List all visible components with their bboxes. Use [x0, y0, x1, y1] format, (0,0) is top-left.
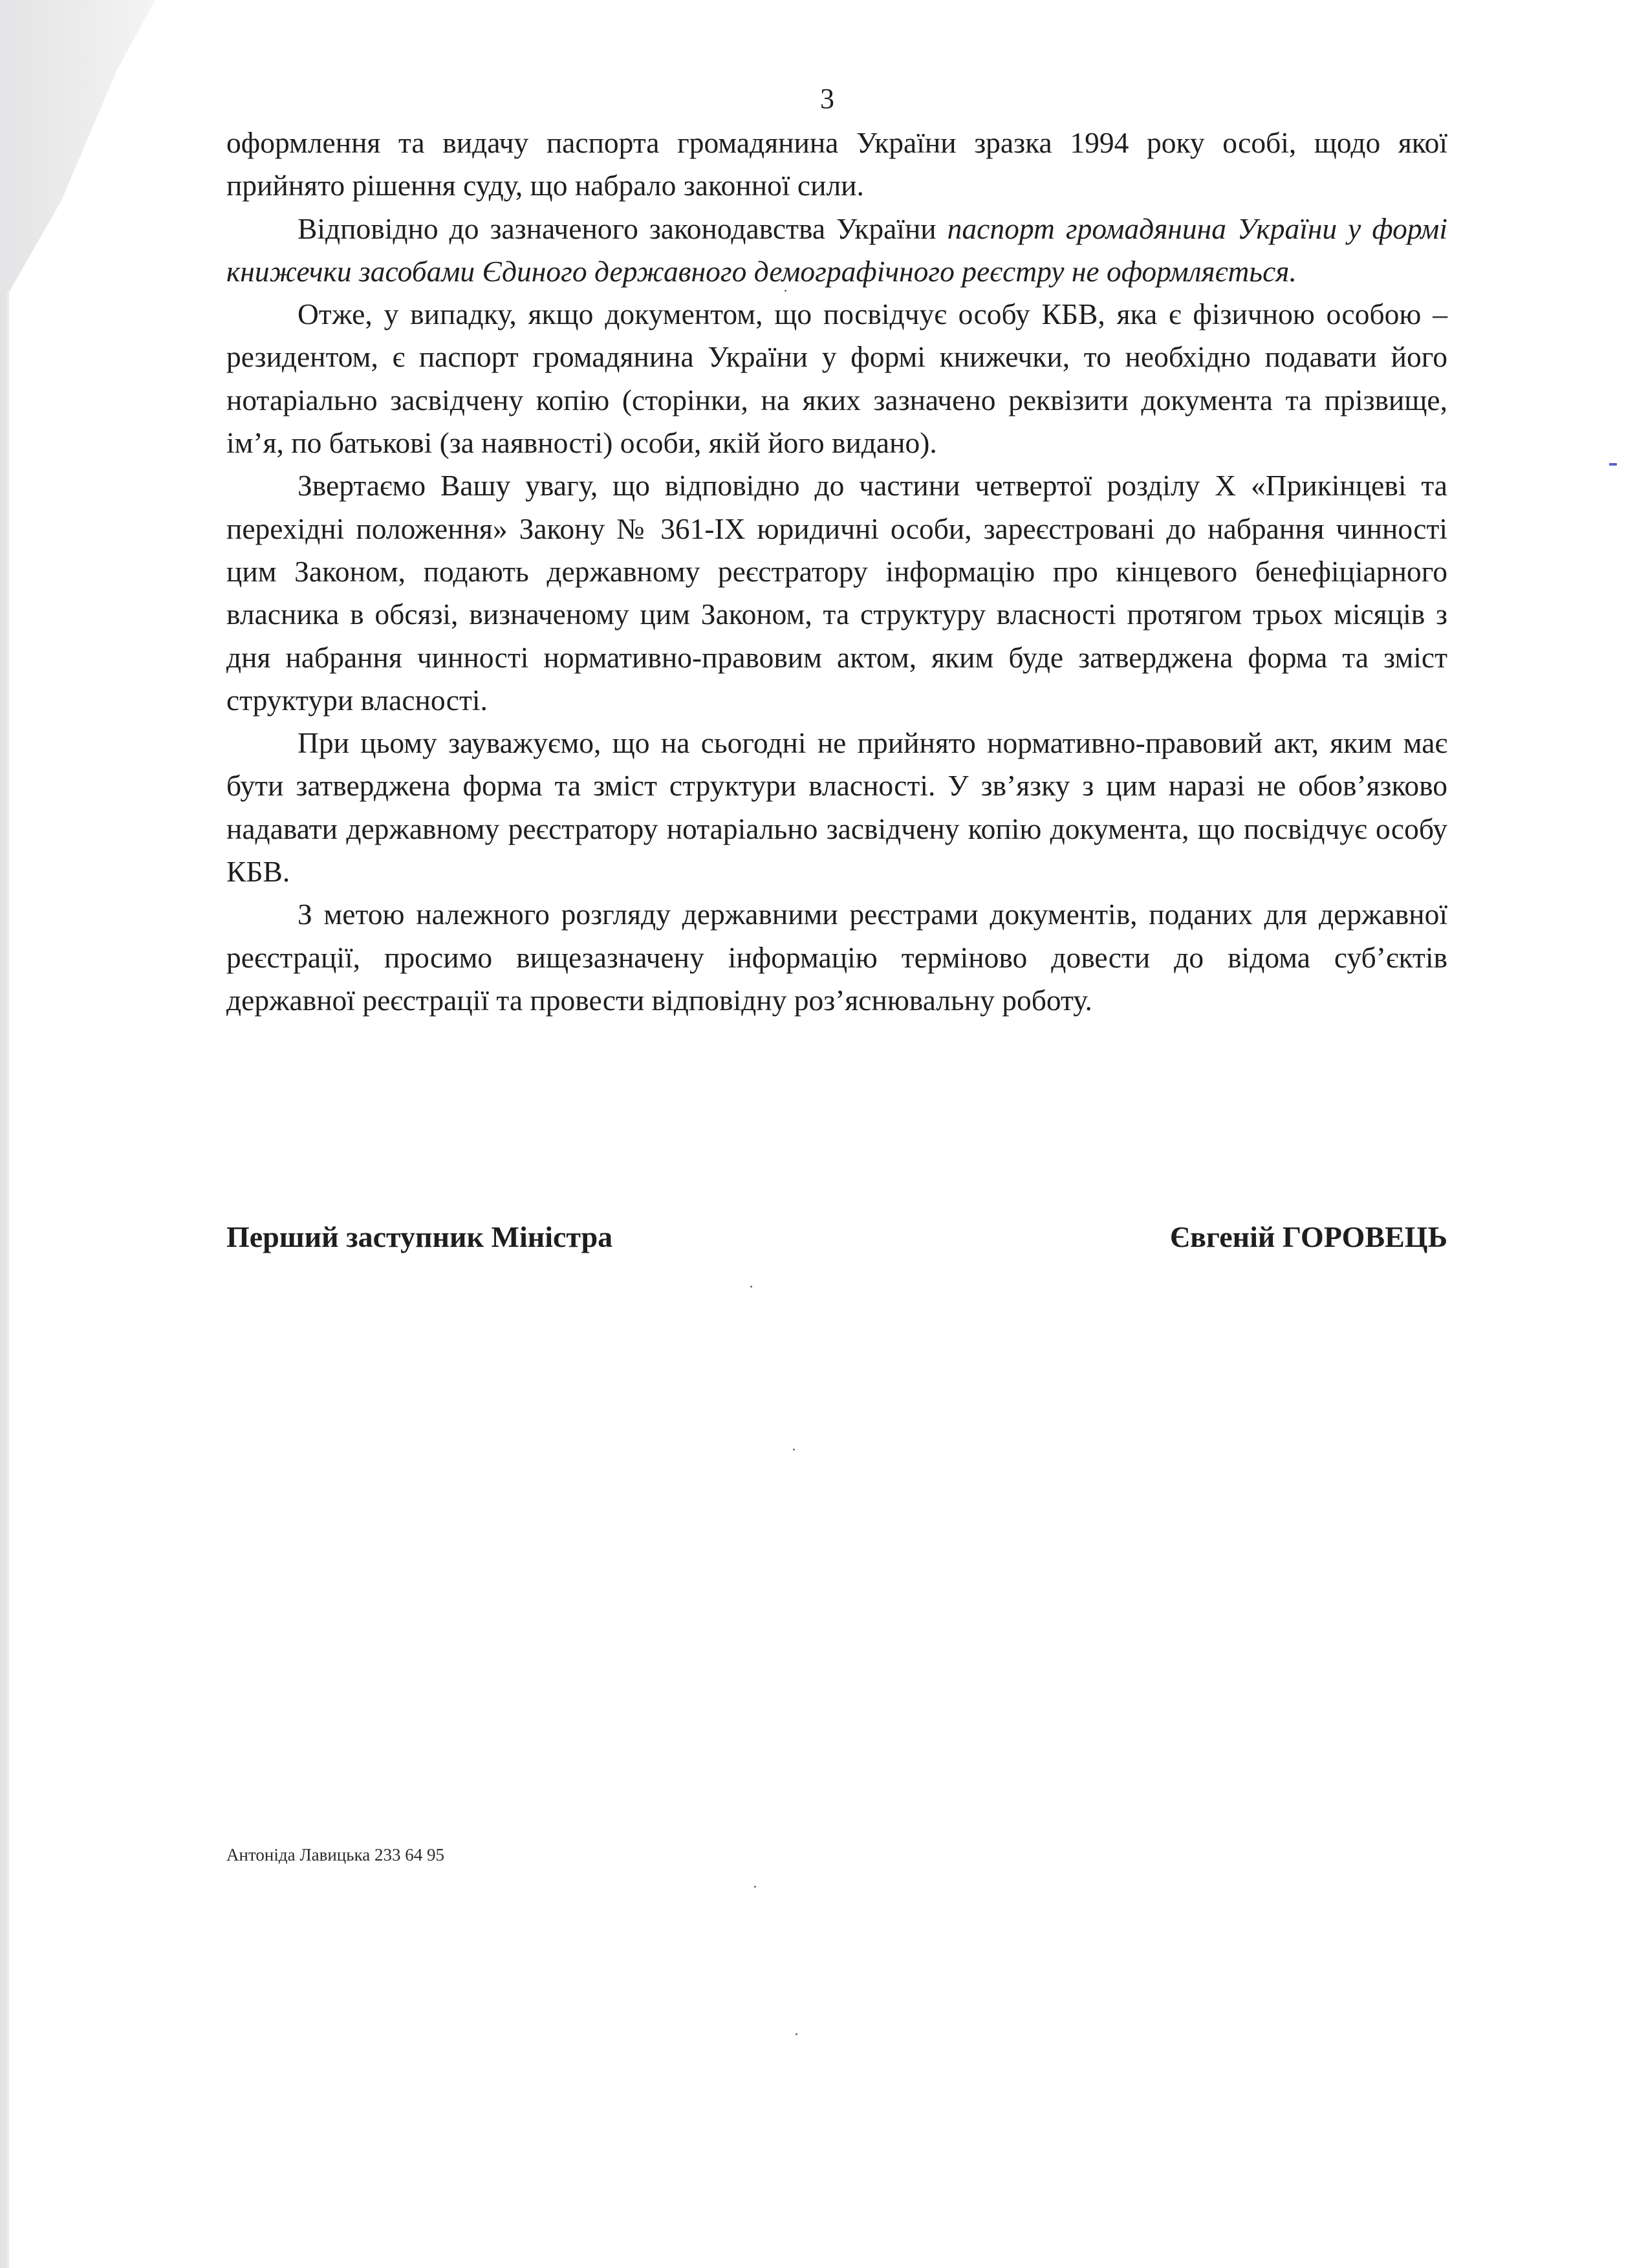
- scan-speck: [754, 1886, 756, 1888]
- page-number: 3: [820, 83, 834, 114]
- paragraph-5: [226, 722, 1447, 893]
- paragraph-2-text: Відповідно до зазначеного законодавства України: [298, 211, 947, 245]
- paragraph-2: [226, 208, 1447, 294]
- paragraph-6: [226, 893, 1447, 1022]
- scan-shadow: [0, 0, 168, 2268]
- scan-speck: [796, 2033, 797, 2035]
- signatory-name: Євгеній ГОРОВЕЦЬ: [1169, 1220, 1447, 1253]
- executor-contact: Антоніда Лавицька 233 64 95: [226, 1845, 445, 1864]
- paragraph-1: [226, 122, 1447, 208]
- paragraph-3-text: Отже, у випадку, якщо документом, що посвідчує особу КБВ, яка є фізичною особою – резидентом, є паспорт громадянина України у формі книжечки, то необхідно подавати його нотаріально засвідчену копію (сторінки, на яких зазначено реквізити документа та прізвище, ім’я, по батькові (за наявності) особи, якій його видано).: [226, 297, 1447, 460]
- paragraph-4-text: Звертаємо Вашу увагу, що відповідно до частини четвертої розділу Х «Прикінцеві та перехідні положення» Закону № 361-ІХ юридичні особи, зареєстровані до набрання чинності цим Законом, подають державному реєстратору інформацію про кінцевого бенефіціарного власника в обсязі, визначеному цим Законом, та структуру власності протягом трьох місяців з дня набрання чинності нормативно-правовим актом, яким буде затверджена форма та зміст структури власності.: [226, 469, 1447, 717]
- scan-speck: [785, 290, 786, 292]
- paragraph-1-text: оформлення та видачу паспорта громадянина України зразка 1994 року особі, щодо якої прийнято рішення суду, що набрало законної сили.: [226, 126, 1447, 202]
- scan-edge: [6, 291, 9, 2268]
- scan-speck: [793, 1449, 795, 1451]
- paragraph-5-text: При цьому зауважуємо, що на сьогодні не прийнято нормативно-правовий акт, яким має бути затверджена форма та зміст структури власності. У зв’язку з цим наразі не обов’язково надавати державному реєстратору нотаріально засвідчену копію документа, що посвідчує особу КБВ.: [226, 726, 1447, 889]
- paragraph-3: [226, 293, 1447, 464]
- signature-block: [226, 1219, 1447, 1255]
- signatory-position: Перший заступник Міністра: [226, 1220, 613, 1253]
- paragraph-2-italic-text: паспорт громадянина України у формі книжечки засобами Єдиного державного демографічного реєстру не оформляється.: [226, 211, 1447, 288]
- letter-body: [226, 122, 1447, 1022]
- margin-pen-mark: [1609, 463, 1617, 466]
- paragraph-4: [226, 464, 1447, 722]
- paragraph-6-text: З метою належного розгляду державними реєстрами документів, поданих для державної реєстрації, просимо вищезазначену інформацію терміново довести до відома суб’єктів державної реєстрації та провести відповідну роз’яснювальну роботу.: [226, 898, 1447, 1017]
- scan-speck: [750, 1286, 752, 1288]
